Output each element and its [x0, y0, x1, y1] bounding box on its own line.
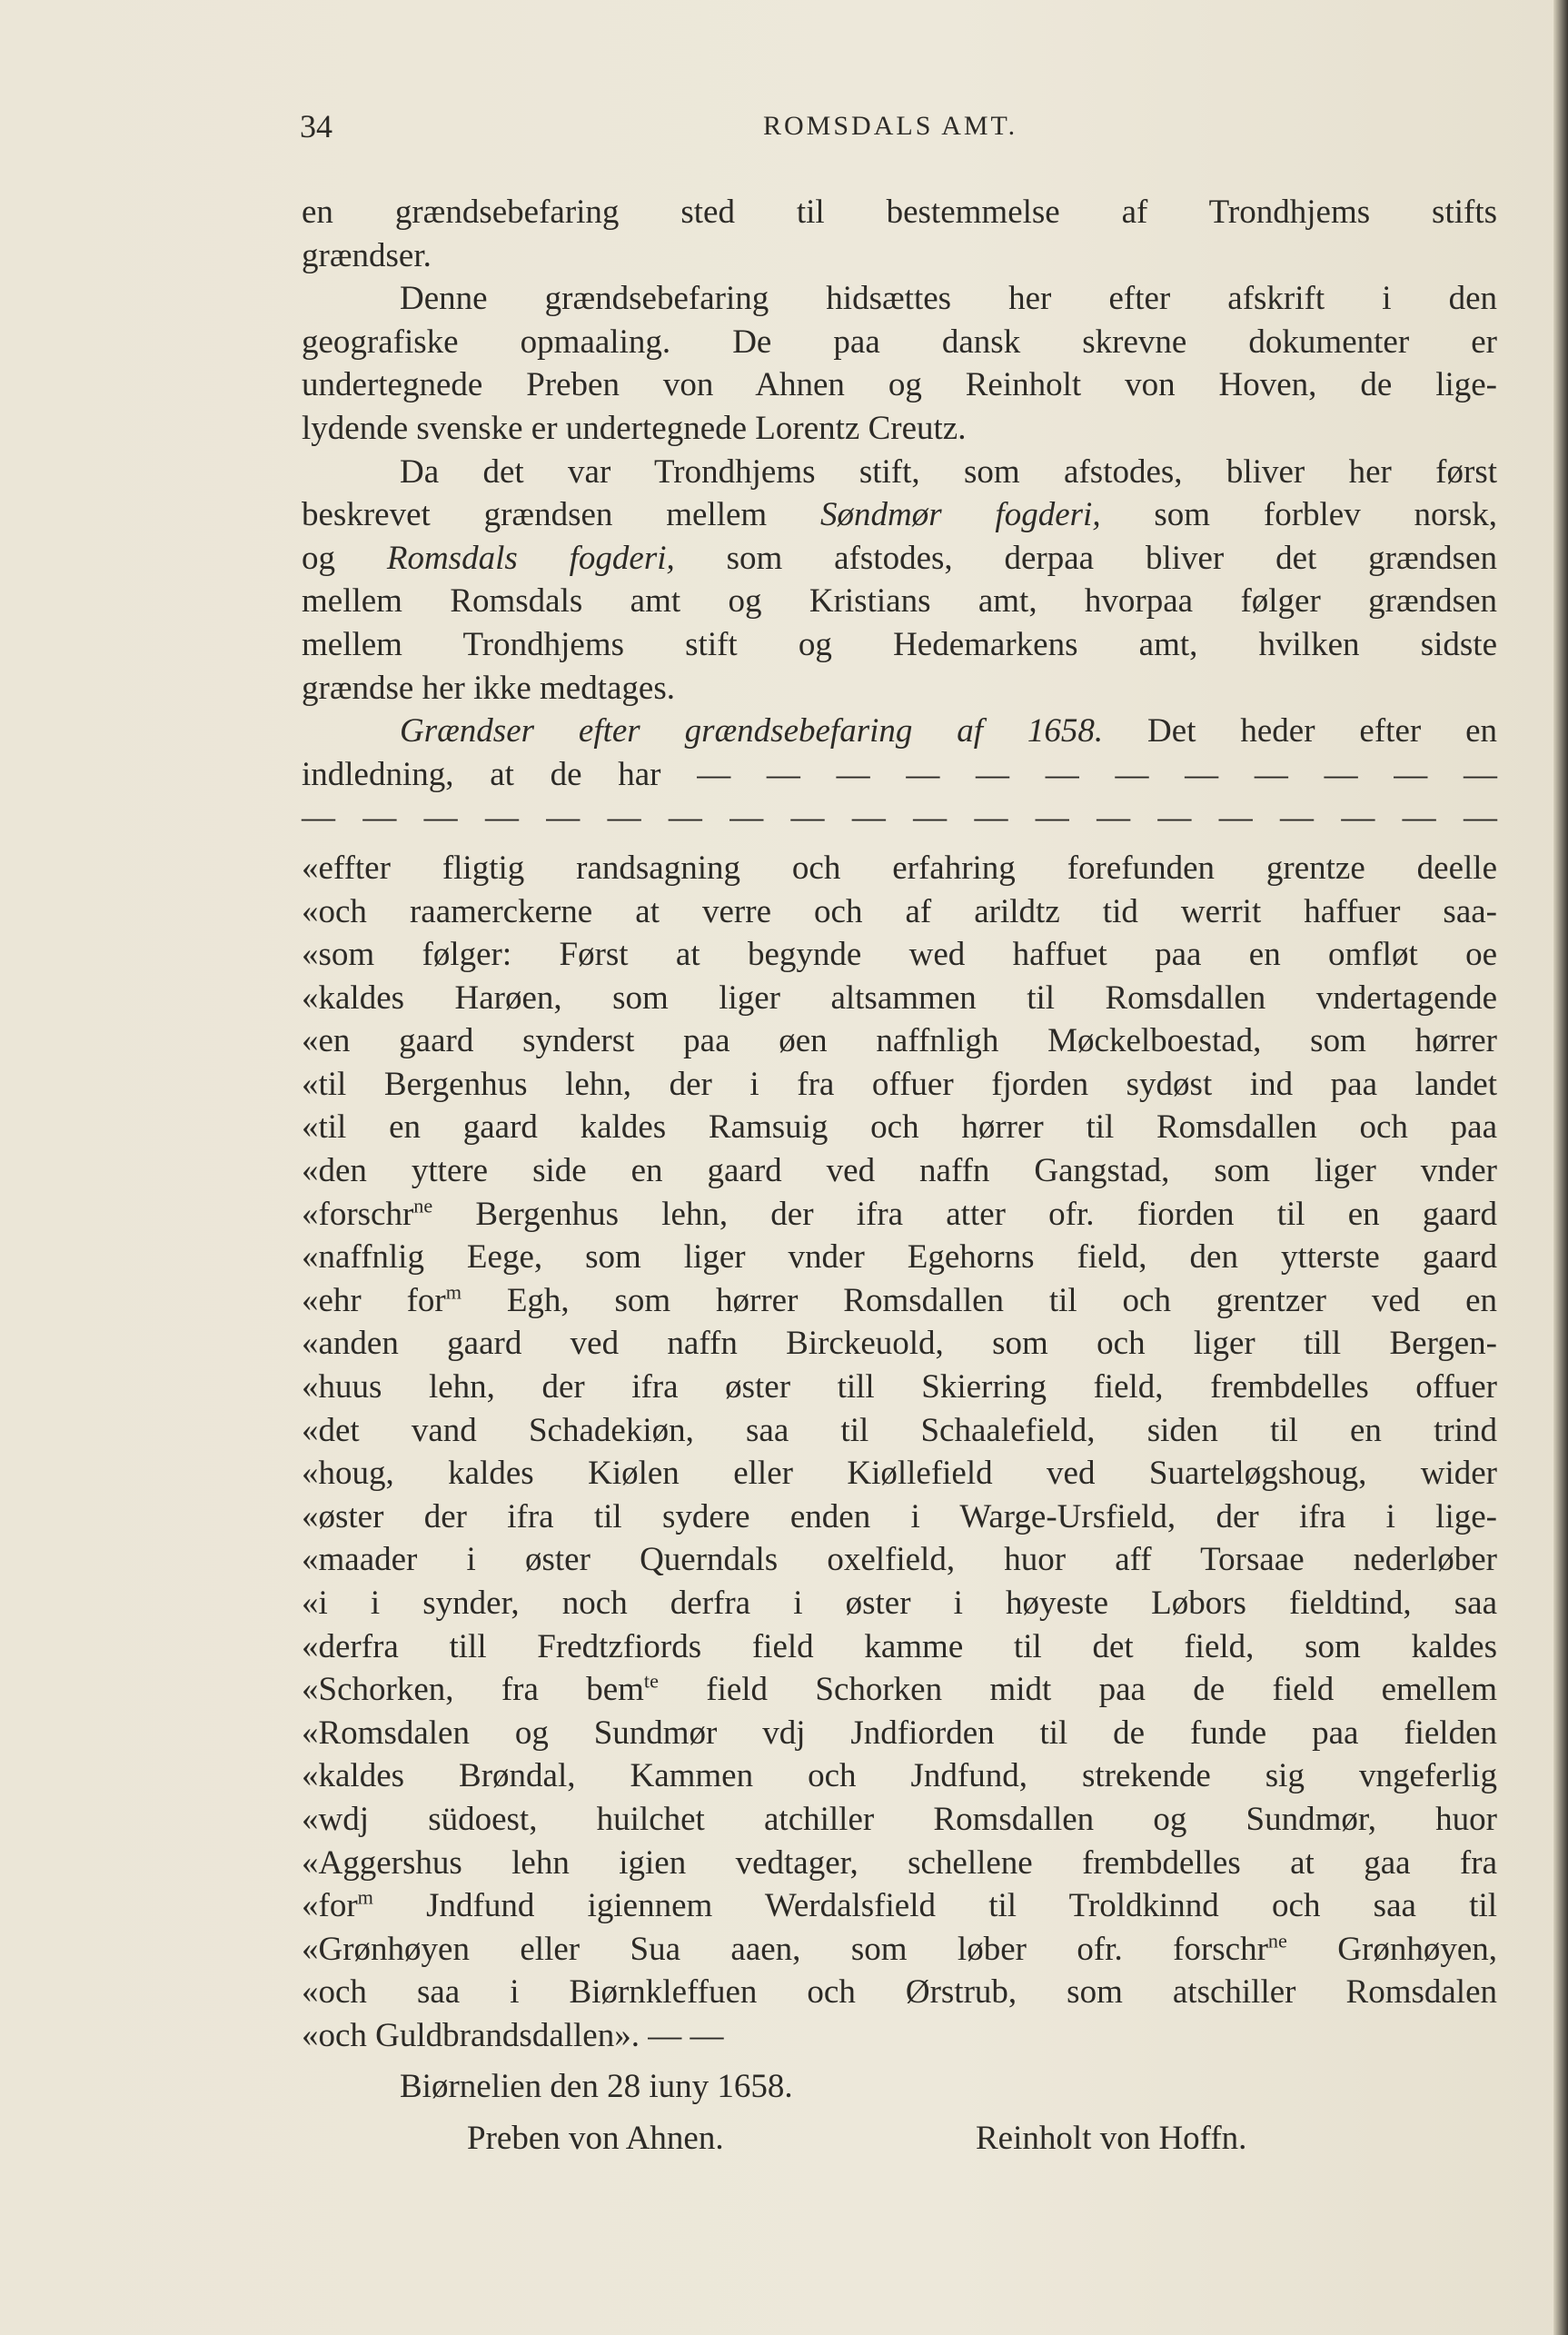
quote-line: «den yttere side en gaard ved naffn Gangstad, som liger vnder	[302, 1152, 1497, 1190]
quote-line: «maader i øster Querndals oxelfield, huor aff Torsaae nederløber	[302, 1541, 1497, 1579]
quote-line: «naffnlig Eege, som liger vnder Egehorns field, den ytterste gaard	[302, 1238, 1497, 1277]
quote-line	[302, 1193, 1497, 1237]
text-span: beskrevet grændsen mellem	[302, 496, 820, 534]
quote-line: «til en gaard kaldes Ramsuig och hørrer til Romsdallen och paa	[302, 1108, 1497, 1147]
quote-line: «anden gaard ved naffn Birckeuold, som och liger till Bergen-	[302, 1325, 1497, 1363]
text-span: og	[302, 539, 387, 577]
text-span: «Grønhøyen eller Sua aaen, som løber ofr. forschr	[302, 1930, 1268, 1968]
text-span: Det heder efter en	[1103, 712, 1497, 750]
quote-line: «kaldes Brøndal, Kammen och Jndfund, strekende sig vngeferlig	[302, 1757, 1497, 1795]
page-edge-shadow	[1553, 0, 1568, 2335]
text-span: som afstodes, derpaa bliver det grændsen	[674, 539, 1497, 577]
signer-left: Preben von Ahnen.	[467, 2120, 724, 2158]
text-line: mellem Romsdals amt og Kristians amt, hvorpaa følger grændsen	[302, 582, 1497, 621]
text-line	[302, 710, 1497, 753]
signatures	[302, 2117, 1497, 2168]
text-span: «for	[302, 1887, 358, 1925]
quote-line: «wdj südoest, huilchet atchiller Romsdallen og Sundmør, huor	[302, 1800, 1497, 1838]
quote-line: «och Guldbrandsdallen». — —	[302, 2016, 724, 2054]
text-span: Jndfund igiennem Werdalsfield til Troldkinnd och saa til	[372, 1887, 1497, 1925]
superscript-abbrev: ne	[413, 1194, 433, 1217]
quote-line: «kaldes Harøen, som liger altsammen til Romsdallen vndertagende	[302, 979, 1497, 1017]
quote-line: «derfra till Fredtzfiords field kamme til det field, som kaldes	[302, 1627, 1497, 1665]
text-line: Da det var Trondhjems stift, som afstodes, bliver her først	[400, 452, 1497, 491]
text-span: field Schorken midt paa de field emellem	[658, 1671, 1498, 1709]
text-line: en grændsebefaring sted til bestemmelse af Trondhjems stifts	[302, 194, 1497, 231]
quote-line	[302, 1279, 1497, 1323]
superscript-abbrev: te	[643, 1669, 659, 1693]
quote-line: «det vand Schadekiøn, saa til Schaalefield, siden til en trind	[302, 1411, 1497, 1449]
text-line: lydende svenske er undertegnede Lorentz Creutz.	[302, 409, 967, 447]
page-header	[300, 107, 1499, 153]
italic-place-name: Søndmør fogderi,	[820, 496, 1101, 534]
text-line: geografiske opmaaling. De paa dansk skrevne dokumenter er	[302, 323, 1497, 361]
text-line: grændse her ikke medtages.	[302, 669, 675, 707]
place-date: Biørnelien den 28 iuny 1658.	[400, 2067, 793, 2105]
page-number: 34	[300, 108, 332, 144]
text-span: som forblev norsk,	[1100, 496, 1497, 534]
quote-line: «til Bergenhus lehn, der i fra offuer fjorden sydøst ind paa landet	[302, 1065, 1497, 1103]
text-line	[302, 537, 1497, 581]
body-text	[302, 191, 1497, 2168]
italic-place-name: Romsdals fogderi,	[386, 539, 675, 577]
text-line	[302, 493, 1497, 537]
quote-line: «houg, kaldes Kiølen eller Kiøllefield ved Suarteløgshoug, wider	[302, 1455, 1497, 1493]
quote-line: «huus lehn, der ifra øster till Skierring field, frembdelles offuer	[302, 1368, 1497, 1406]
dash-rule-line: — — — — — — — — — — — — — — — — — — — —	[302, 799, 1497, 837]
signer-right: Reinholt von Hoffn.	[976, 2120, 1247, 2158]
italic-section-title: Grændser efter grændsebefaring af 1658.	[400, 712, 1104, 750]
quote-line: «som følger: Først at begynde wed haffuet paa en omfløt oe	[302, 936, 1497, 974]
quote-line: «Aggershus lehn igien vedtager, schellene frembdelles at gaa fra	[302, 1843, 1497, 1882]
spacer	[302, 840, 1497, 847]
quote-line: «Romsdalen og Sundmør vdj Jndfiorden til de funde paa fielden	[302, 1714, 1497, 1752]
superscript-abbrev: ne	[1267, 1929, 1287, 1952]
text-span: Grønhøyen,	[1286, 1930, 1497, 1968]
quote-line	[302, 1928, 1497, 1972]
text-span: Egh, som hørrer Romsdallen til och grentzer ved en	[461, 1281, 1497, 1319]
superscript-abbrev: m	[445, 1280, 461, 1304]
quote-line	[302, 1884, 1497, 1928]
quote-line: «och raamerckerne at verre och af arildtz tid werrit haffuer saa-	[302, 892, 1497, 930]
quote-line	[302, 1668, 1497, 1712]
text-span: Bergenhus lehn, der ifra atter ofr. fiorden til en gaard	[432, 1195, 1497, 1233]
text-line: mellem Trondhjems stift og Hedemarkens amt, hvilken sidste	[302, 625, 1497, 663]
text-span: «Schorken, fra bem	[302, 1671, 644, 1709]
text-line: Denne grændsebefaring hidsættes her efter afskrift i den	[400, 280, 1497, 318]
quote-line: «och saa i Biørnkleffuen och Ørstrub, som atschiller Romsdalen	[302, 1973, 1497, 2012]
superscript-abbrev: m	[357, 1885, 373, 1909]
running-title: ROMSDALS AMT.	[763, 111, 1018, 141]
text-span: «ehr for	[302, 1281, 446, 1319]
quote-line: «en gaard synderst paa øen naffnligh Møckelboestad, som hørrer	[302, 1022, 1497, 1060]
text-line: indledning, at de har — — — — — — — — — — — —	[302, 755, 1497, 793]
text-line: undertegnede Preben von Ahnen og Reinholt von Hoven, de lige-	[302, 366, 1497, 404]
text-line: grændser.	[302, 236, 432, 274]
quote-line: «effter fligtig randsagning och erfahring forefunden grentze deelle	[302, 849, 1497, 887]
text-span: «forschr	[302, 1195, 414, 1233]
quote-line: «i i synder, noch derfra i øster i høyeste Løbors fieldtind, saa	[302, 1585, 1497, 1622]
quote-line: «øster der ifra til sydere enden i Warge-Ursfield, der ifra i lige-	[302, 1497, 1497, 1535]
spacer	[302, 2058, 1497, 2065]
